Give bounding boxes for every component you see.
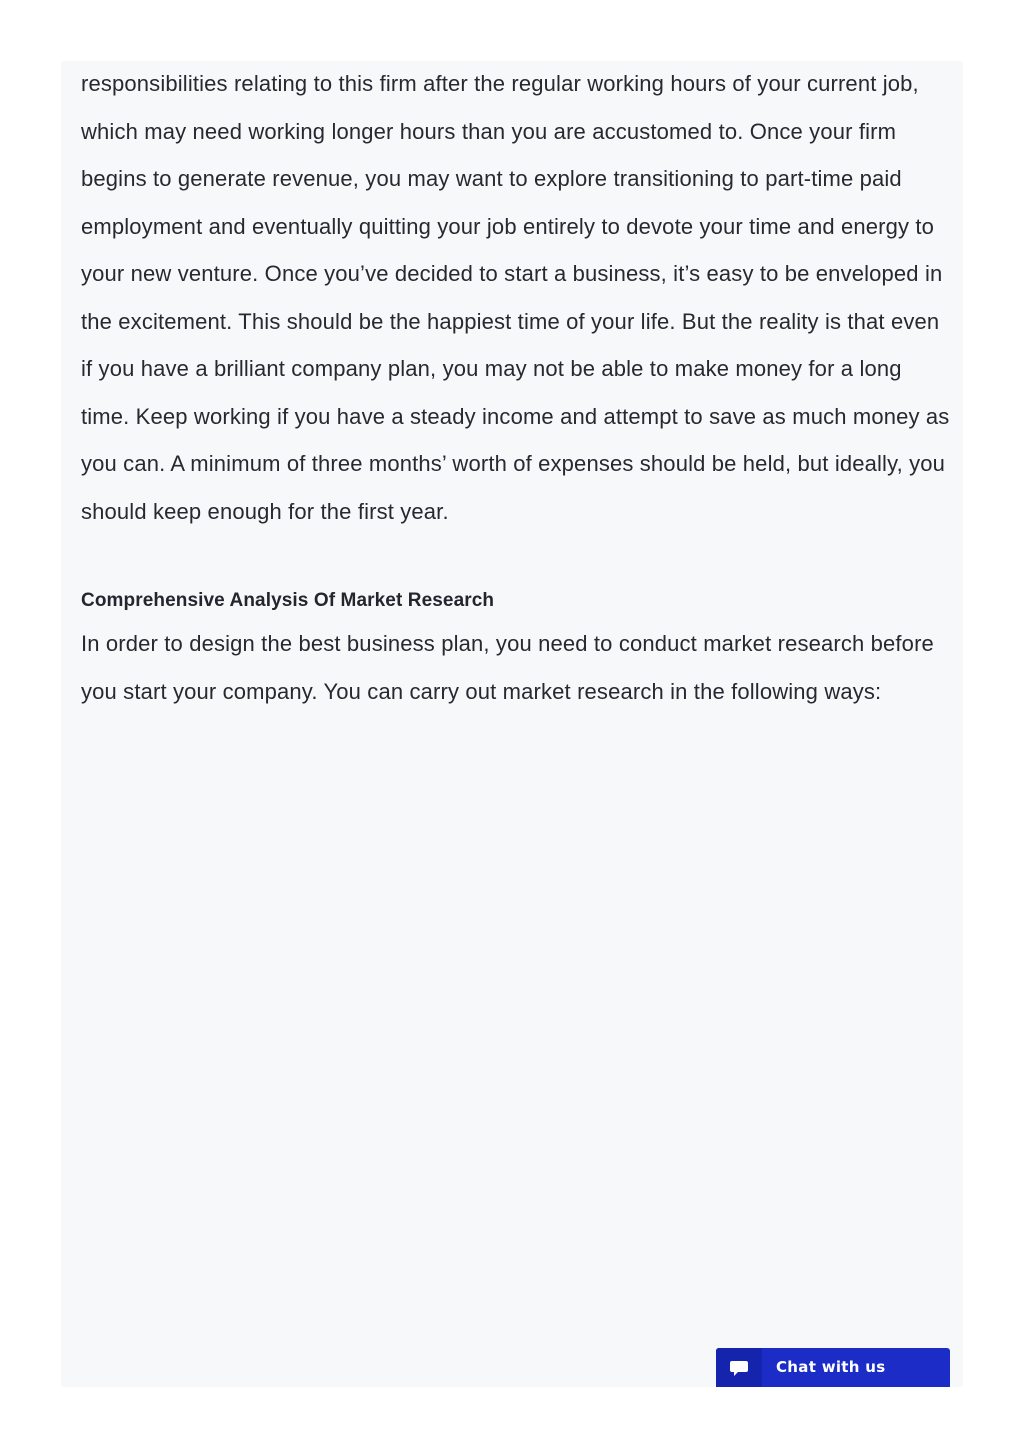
chat-widget-label: Chat with us [776, 1358, 886, 1376]
section-heading: Comprehensive Analysis Of Market Research [81, 590, 495, 611]
chat-widget-button[interactable] [716, 1348, 950, 1387]
body-paragraph: In order to design the best business plan, you need to conduct market research before you start your company. You can carry out market research in the following ways: [81, 631, 934, 704]
document-page [61, 61, 963, 1387]
body-paragraph: responsibilities relating to this firm after the regular working hours of your current job, which may need working longer hours than you are accustomed to. Once your firm begins to generate revenue, you may want to explore transitioning to part-time paid employment and eventually quitting your job entirely to devote your time and energy to your new venture. Once you’ve decided to start a business, it’s easy to be enveloped in the excitement. This should be the happiest time of your life. But the reality is that even if you have a brilliant company plan, you may not be able to make money for a long time. Keep working if you have a steady income and attempt to save as much money as you can. A minimum of three months’ worth of expenses should be held, but ideally, you should keep enough for the first year. [81, 71, 950, 524]
chat-bubble-icon [716, 1348, 762, 1387]
document-content [81, 61, 951, 715]
